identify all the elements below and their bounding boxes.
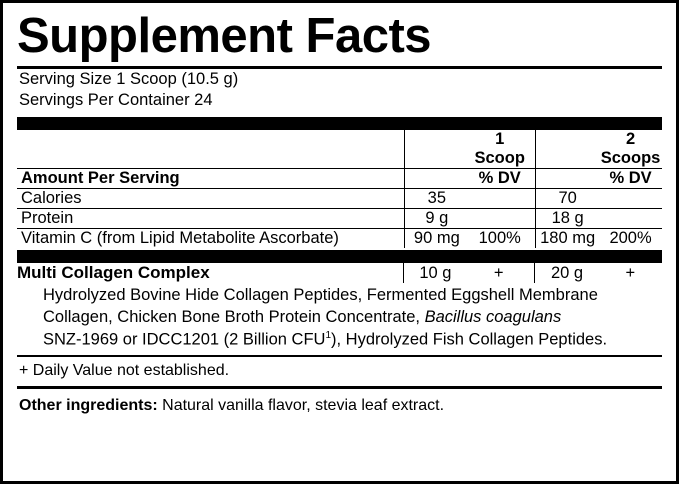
complex-amount-1: 10 g [403, 263, 467, 283]
ingredients-footnote-marker: 1 [325, 329, 331, 341]
ingredients-text [17, 283, 662, 355]
column-header-row [17, 130, 662, 168]
nutrient-dv-1 [468, 209, 531, 229]
other-ingredients-text: Natural vanilla flavor, stevia leaf extract. [157, 396, 445, 414]
ingredients-line-3b: ), Hydrolyzed Fish Collagen Peptides. [331, 330, 608, 349]
complex-amount-2: 20 g [535, 263, 599, 283]
amount-per-serving-label: Amount Per Serving [21, 169, 180, 188]
nutrient-amount-2: 180 mg [536, 229, 599, 249]
serving-info [19, 69, 662, 111]
complex-dv-1: + [493, 264, 504, 283]
nutrient-dv-2 [599, 209, 662, 229]
complex-dv-2: + [625, 264, 636, 283]
header-col2: 2 Scoops [600, 130, 661, 168]
heavy-bar-middle [17, 250, 662, 263]
header-col1-amount [405, 130, 468, 168]
servings-per-container: Servings Per Container 24 [19, 91, 213, 110]
nutrient-dv-2 [599, 189, 662, 209]
serving-size: Serving Size 1 Scoop (10.5 g) [19, 69, 239, 88]
header-col2-amount [536, 130, 599, 168]
other-ingredients-label: Other ingredients: [19, 396, 158, 414]
heavy-bar-top [17, 117, 662, 130]
aps-col1-amount [405, 169, 468, 189]
complex-row [17, 263, 662, 283]
ingredients-line-2a: Collagen, Chicken Bone Broth Protein Concentrate, [43, 307, 425, 326]
aps-col2-amount [536, 169, 599, 189]
nutrient-name: Calories [21, 189, 82, 208]
nutrient-name: Protein [21, 209, 74, 228]
aps-col1-dv: % DV [478, 169, 521, 188]
nutrient-name: Vitamin C (from Lipid Metabolite Ascorbate) [21, 229, 339, 248]
complex-name: Multi Collagen Complex [17, 263, 210, 283]
page-title: Supplement Facts [17, 9, 432, 63]
ingredients-species: Bacillus coagulans [424, 307, 562, 326]
ingredients-line-3a: SNZ-1969 or IDCC1201 (2 Billion CFU [43, 330, 326, 349]
table-row [17, 209, 662, 229]
facts-table [17, 130, 662, 248]
header-col1: 1 Scoop [474, 130, 525, 168]
daily-value-footnote: + Daily Value not established. [19, 362, 230, 380]
complex-table [17, 263, 662, 283]
nutrient-amount-1: 9 g [405, 209, 468, 229]
header-blank [17, 130, 400, 168]
aps-col2-dv: % DV [609, 169, 652, 188]
other-ingredients [17, 389, 662, 421]
nutrient-amount-1: 90 mg [405, 229, 468, 249]
label-content [3, 3, 676, 421]
nutrient-dv-2: 200% [609, 229, 652, 248]
nutrient-dv-1 [468, 189, 531, 209]
nutrient-amount-1: 35 [405, 189, 468, 209]
nutrient-dv-1: 100% [478, 229, 521, 248]
table-row [17, 189, 662, 209]
nutrient-amount-2: 70 [536, 189, 599, 209]
nutrient-amount-2: 18 g [536, 209, 599, 229]
ingredients-line-1: Hydrolyzed Bovine Hide Collagen Peptides, Fermented Eggshell Membrane [43, 286, 598, 305]
table-row [17, 229, 662, 249]
amount-per-serving-row [17, 169, 662, 189]
